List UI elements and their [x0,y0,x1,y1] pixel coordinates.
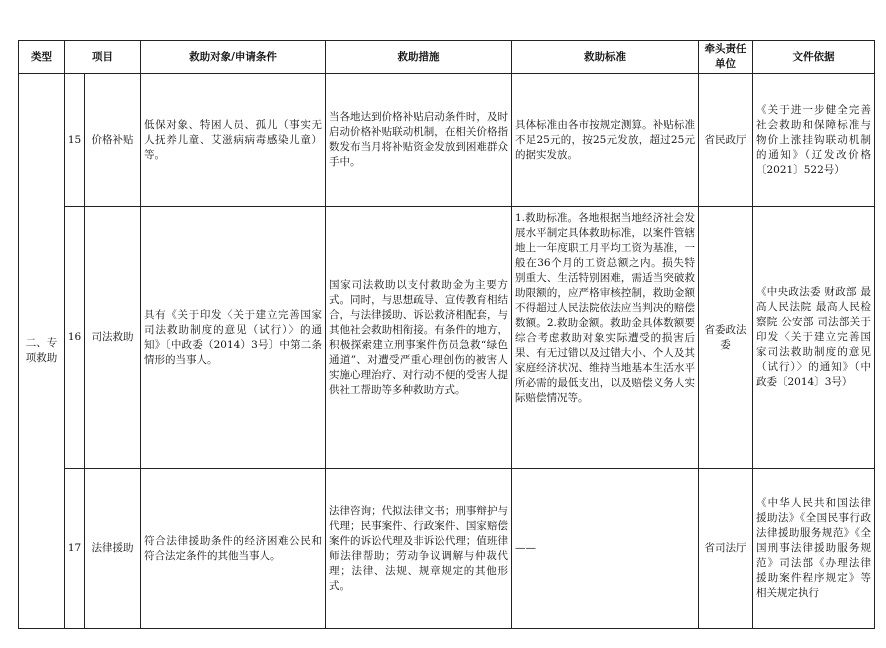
row-seq: 15 [65,74,85,207]
row-basis: 《中华人民共和国法律援助法》《全国民事行政法律援助服务规范》《全国刑事法律援助服务规范》司法部《办理法律援助案件程序规定》等相关规定执行 [753,469,875,629]
row-item: 法律援助 [85,469,141,629]
header-type: 类型 [19,41,65,74]
row-target: 具有《关于印发〈关于建立完善国家司法救助制度的意见（试行）〉的通知》〔中政委（2014）3号〕中第二条情形的当事人。 [141,207,326,469]
row-dept: 省委政法委 [699,207,753,469]
row-measure: 当各地达到价格补贴启动条件时，及时启动价格补贴联动机制，在相关价格指数发布当月将补贴资金发放到困难群众手中。 [326,74,512,207]
row-item: 价格补贴 [85,74,141,207]
row-basis: 《关于进一步健全完善社会救助和保障标准与物价上涨挂钩联动机制的通知》（辽发改价格〔2021〕522号） [753,74,875,207]
header-dept: 牵头责任单位 [699,41,753,74]
table-row [19,207,875,469]
row-seq: 17 [65,469,85,629]
header-standard: 救助标准 [512,41,699,74]
row-measure: 国家司法救助以支付救助金为主要方式。同时，与思想疏导、宣传教育相结合，与法律援助、诉讼救济相配套，与其他社会救助相衔接。有条件的地方，积极探索建立刑事案件伤员急救“绿色通道”、对遭受严重心理创伤的被害人实施心理治疗、对行动不便的受害人提供社工帮助等多种救助方式。 [326,207,512,469]
row-item: 司法救助 [85,207,141,469]
row-standard: 具体标准由各市按规定测算。补贴标准不足25元的，按25元发放，超过25元的据实发放。 [512,74,699,207]
row-basis: 《中央政法委 财政部 最高人民法院 最高人民检察院 公安部 司法部关于印发〈关于建立完善国家司法救助制度的意见（试行）〉的通知》（中政委〔2014〕3号） [753,207,875,469]
row-seq: 16 [65,207,85,469]
table-row [19,469,875,629]
row-dept: 省民政厅 [699,74,753,207]
category-cell: 二、专项救助 [19,74,65,629]
table-row [19,74,875,207]
header-row [19,41,875,74]
header-basis: 文件依据 [753,41,875,74]
row-measure: 法律咨询；代拟法律文书；刑事辩护与代理；民事案件、行政案件、国家赔偿案件的诉讼代理及非诉讼代理；值班律师法律帮助；劳动争议调解与仲裁代理；法律、法规、规章规定的其他形式。 [326,469,512,629]
row-target: 低保对象、特困人员、孤儿（事实无人抚养儿童、艾滋病病毒感染儿童）等。 [141,74,326,207]
row-standard: 1.救助标准。各地根据当地经济社会发展水平制定具体救助标准，以案件管辖地上一年度职工月平均工资为基准，一般在36个月的工资总额之内。损失特别重大、生活特别困难，需适当突破救助限额的，应严格审核控制，救助金额不得超过人民法院依法应当判决的赔偿数额。2.救助金额。救助金具体数额要综合考虑救助对象实际遭受的损害后果、有无过错以及过错大小、个人及其家庭经济状况、维持当地基本生活水平所必需的最低支出，以及赔偿义务人实际赔偿情况等。 [512,207,699,469]
row-target: 符合法律援助条件的经济困难公民和符合法定条件的其他当事人。 [141,469,326,629]
row-dept: 省司法厅 [699,469,753,629]
header-measure: 救助措施 [326,41,512,74]
header-target: 救助对象/申请条件 [141,41,326,74]
header-item: 项目 [65,41,141,74]
row-standard: —— [512,469,699,629]
assistance-table [18,40,875,629]
